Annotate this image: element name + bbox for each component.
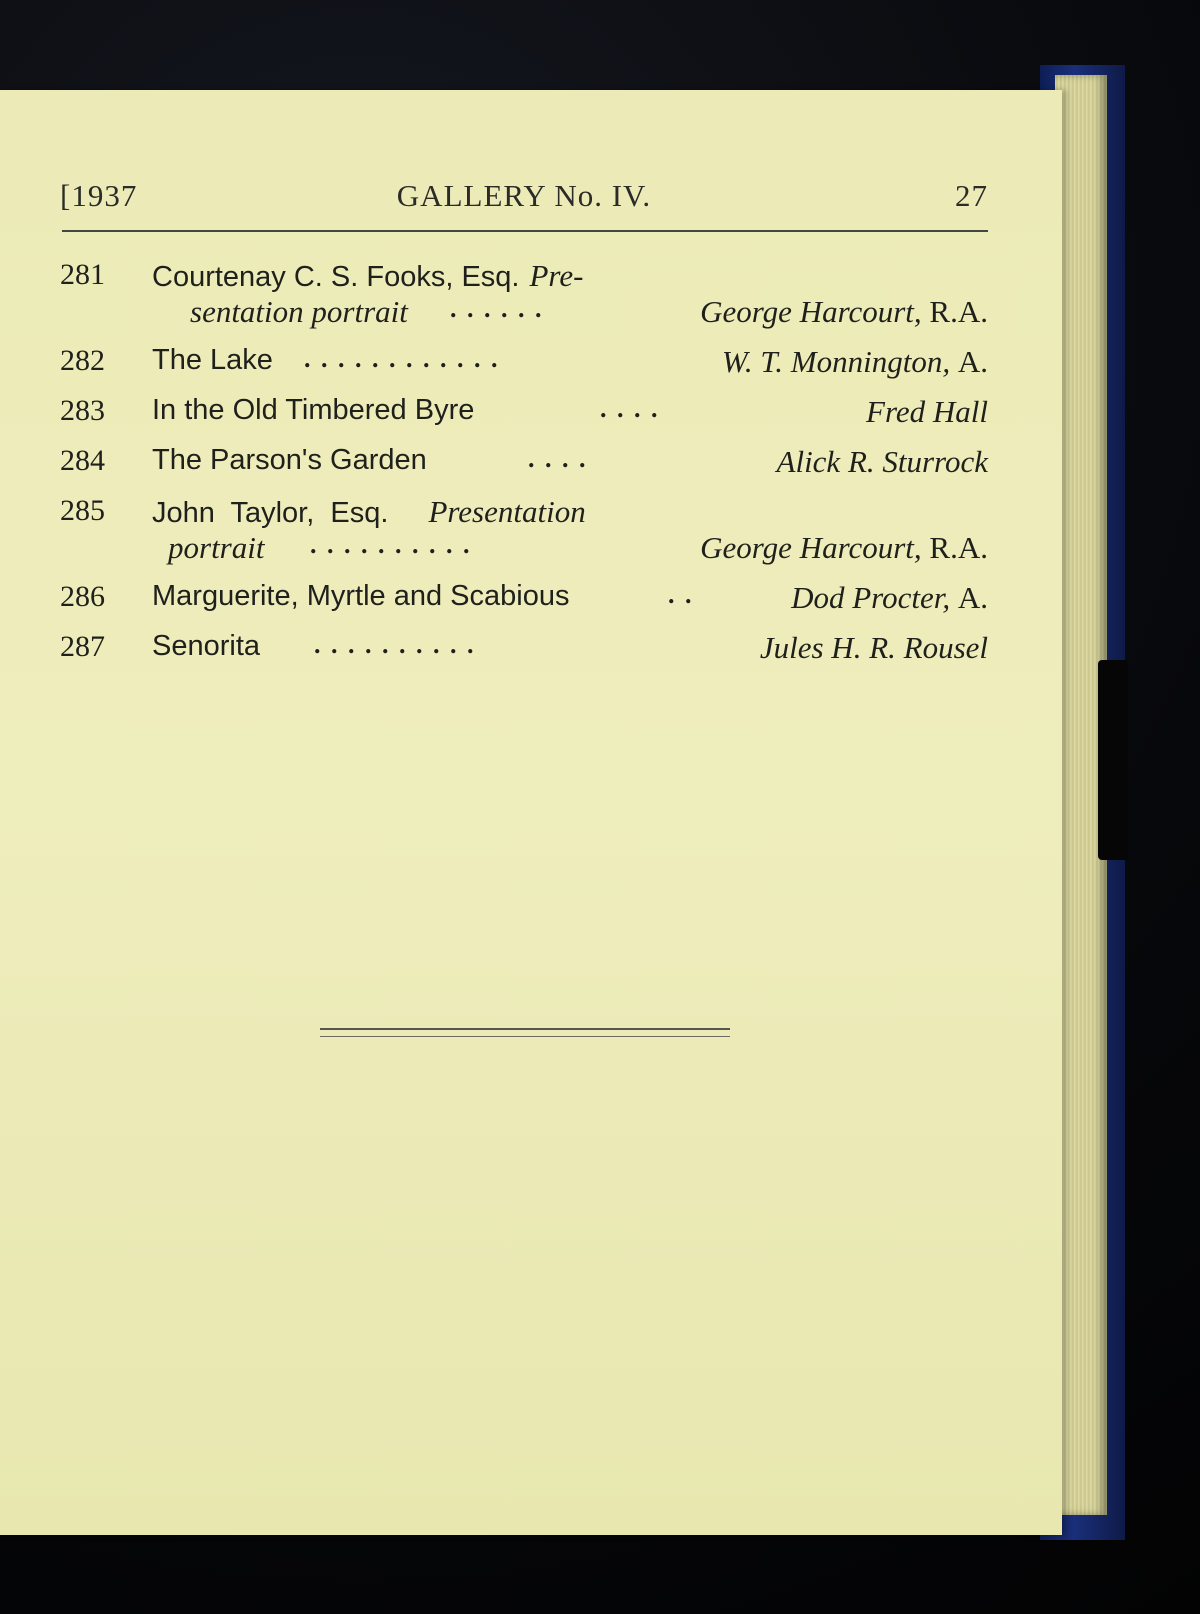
entry-artist: Alick R. Sturrock	[776, 444, 988, 479]
catalogue-entry	[60, 580, 988, 616]
catalogue-entry	[60, 394, 988, 430]
page-header	[60, 178, 988, 218]
entry-title: The Lake	[152, 344, 273, 376]
entry-artist: Dod Procter, A.	[791, 580, 988, 615]
entry-number: 284	[60, 444, 105, 477]
entry-title: Senorita	[152, 630, 261, 662]
entry-title: Marguerite, Myrtle and Scabious	[152, 580, 570, 612]
leader-dots: . . . . . .	[450, 294, 544, 323]
leader-dots: . . . .	[528, 444, 588, 473]
entry-title: In the Old Timbered Byre	[152, 394, 475, 426]
catalogue-entry	[60, 344, 988, 380]
entry-number: 286	[60, 580, 105, 613]
leader-dots: . . . .	[600, 394, 660, 423]
header-year: [1937	[60, 178, 138, 213]
catalogue-entry	[60, 494, 988, 566]
entry-note: Pre-	[529, 258, 584, 293]
entry-number: 285	[60, 494, 105, 527]
leader-dots: . .	[668, 580, 694, 609]
entry-number: 281	[60, 258, 105, 291]
entry-number: 287	[60, 630, 105, 663]
entry-artist: Fred Hall	[866, 394, 988, 429]
leader-dots: . . . . . . . . . . . .	[304, 344, 500, 373]
entry-title: John Taylor, Esq. Presentation	[152, 494, 586, 529]
entry-artist: W. T. Monnington, A.	[721, 344, 988, 379]
entry-number: 283	[60, 394, 105, 427]
entry-continuation: sentation portrait	[190, 294, 408, 329]
page-number: 27	[955, 178, 988, 213]
entry-note: Presentation	[428, 494, 586, 529]
catalogue-entry	[60, 258, 988, 330]
header-rule	[62, 230, 988, 232]
page-tab	[1098, 660, 1128, 860]
entry-title: The Parson's Garden	[152, 444, 427, 476]
leader-dots: . . . . . . . . . .	[314, 630, 476, 659]
entry-number: 282	[60, 344, 105, 377]
end-rule	[320, 1028, 730, 1037]
entry-continuation: portrait	[168, 530, 265, 565]
catalogue-entries	[60, 258, 988, 680]
entry-artist: George Harcourt, R.A.	[700, 294, 988, 329]
catalogue-entry	[60, 630, 988, 666]
leader-dots: . . . . . . . . . .	[310, 530, 472, 559]
entry-artist: George Harcourt, R.A.	[700, 530, 988, 565]
catalogue-entry	[60, 444, 988, 480]
entry-title: Courtenay C. S. Fooks, Esq. Pre-	[152, 258, 584, 293]
gallery-title: GALLERY No. IV.	[396, 178, 652, 213]
entry-artist: Jules H. R. Rousel	[759, 630, 988, 665]
